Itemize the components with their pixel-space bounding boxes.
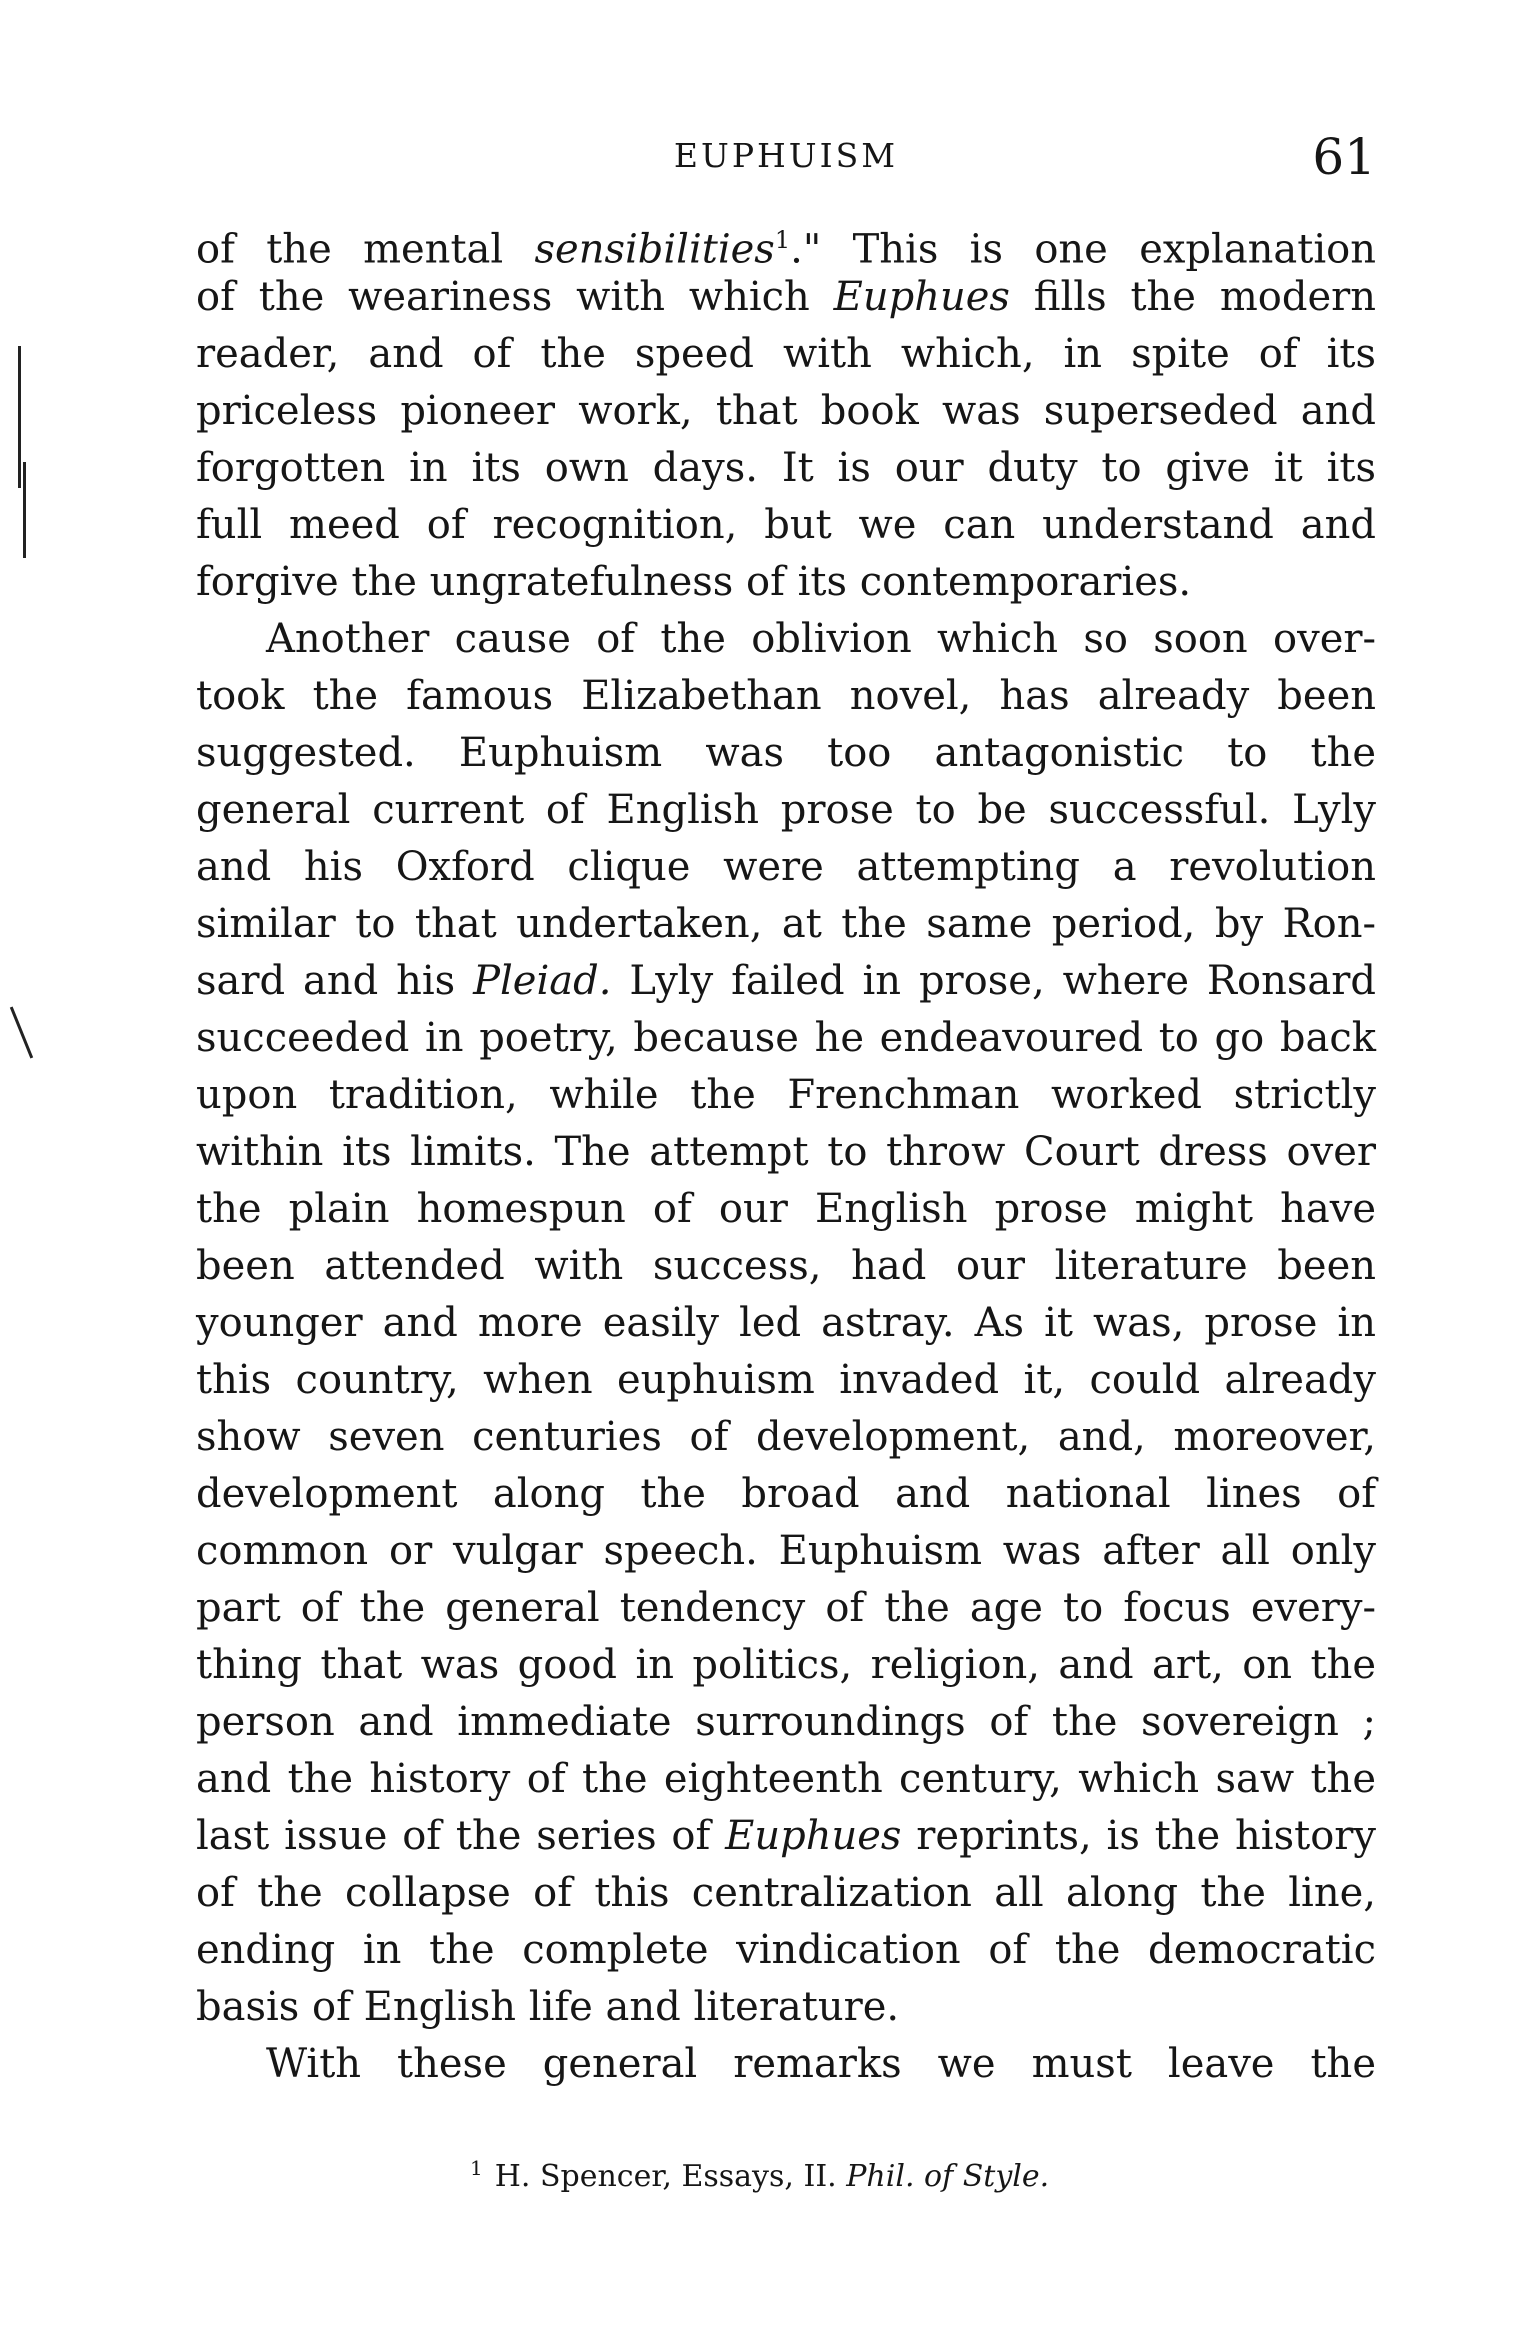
- text-segment: and his Oxford clique were attempting a revolution: [196, 844, 1376, 890]
- text-line: [196, 1580, 1376, 1637]
- text-segment: development along the broad and national lines of: [196, 1471, 1376, 1517]
- text-segment: younger and more easily led astray. As it was, prose in: [196, 1300, 1376, 1346]
- text-segment: forgotten in its own days. It is our duty to give it its: [196, 445, 1376, 491]
- text-line: [196, 1694, 1376, 1751]
- text-segment: common or vulgar speech. Euphuism was after all only: [196, 1528, 1376, 1574]
- body-text: [196, 212, 1376, 2093]
- running-head: EUPHUISM: [673, 136, 899, 175]
- text-line: [196, 896, 1376, 953]
- paragraph: [196, 2036, 1376, 2093]
- page-number: 61: [1312, 128, 1376, 186]
- text-line: [196, 1466, 1376, 1523]
- text-segment: priceless pioneer work, that book was superseded and: [196, 388, 1376, 434]
- text-segment: ending in the complete vindication of the democratic: [196, 1927, 1376, 1973]
- text-segment: took the famous Elizabethan novel, has already been: [196, 673, 1376, 719]
- text-line: [196, 1409, 1376, 1466]
- text-line: [196, 440, 1376, 497]
- page-header: [196, 128, 1376, 188]
- text-segment: of the collapse of this centralization all along the line,: [196, 1870, 1376, 1916]
- text-line: [196, 1181, 1376, 1238]
- footnote-title: Phil. of Style.: [846, 2159, 1050, 2194]
- text-line: [196, 1865, 1376, 1922]
- text-line: [196, 1751, 1376, 1808]
- text-segment: show seven centuries of development, and, moreover,: [196, 1414, 1376, 1460]
- text-line: [196, 668, 1376, 725]
- text-segment: ." This is one explanation: [790, 226, 1376, 273]
- text-segment: within its limits. The attempt to throw Court dress over: [196, 1129, 1376, 1175]
- text-line: [196, 1352, 1376, 1409]
- footnote: [470, 2148, 1270, 2197]
- paragraph: [196, 611, 1376, 2036]
- text-line: [196, 1010, 1376, 1067]
- text-segment: full meed of recognition, but we can understand and: [196, 502, 1376, 548]
- text-line: [196, 326, 1376, 383]
- text-line: [196, 839, 1376, 896]
- footnote-text: H. Spencer, Essays, II.: [494, 2159, 847, 2194]
- text-line: [196, 1979, 1376, 2036]
- footnote-marker: 1: [470, 2156, 483, 2180]
- text-segment: reader, and of the speed with which, in spite of its: [196, 331, 1376, 377]
- text-segment: Another cause of the oblivion which so soon over-: [266, 616, 1376, 662]
- text-segment: fills the modern: [1009, 274, 1376, 320]
- text-segment: succeeded in poetry, because he endeavoured to go back: [196, 1015, 1376, 1061]
- text-segment: Lyly failed in prose, where Ronsard: [611, 958, 1376, 1004]
- text-segment: last issue of the series of: [196, 1813, 726, 1859]
- text-line: [196, 383, 1376, 440]
- text-line: [196, 725, 1376, 782]
- text-line: [196, 1238, 1376, 1295]
- text-segment: and the history of the eighteenth century, which saw the: [196, 1756, 1376, 1802]
- margin-pencil-mark: [23, 462, 26, 558]
- text-line: [196, 1523, 1376, 1580]
- text-segment: general current of English prose to be successful. Lyly: [196, 787, 1376, 833]
- text-segment: thing that was good in politics, religion, and art, on the: [196, 1642, 1376, 1688]
- text-segment: part of the general tendency of the age to focus every-: [196, 1585, 1376, 1631]
- text-line: [196, 1295, 1376, 1352]
- text-segment: suggested. Euphuism was too antagonistic to the: [196, 730, 1376, 776]
- text-segment: sard and his: [196, 958, 474, 1004]
- text-segment: Euphues: [725, 1813, 902, 1859]
- text-line: [196, 782, 1376, 839]
- text-line: [196, 497, 1376, 554]
- text-segment: of the weariness with which: [196, 274, 834, 320]
- text-segment: of the mental: [196, 226, 535, 273]
- text-segment: been attended with success, had our literature been: [196, 1243, 1376, 1289]
- text-line: [196, 1922, 1376, 1979]
- text-segment: forgive the ungratefulness of its contemporaries.: [196, 559, 1192, 605]
- text-segment: sensibilities: [534, 226, 775, 273]
- text-line: [196, 269, 1376, 326]
- text-line: [196, 611, 1376, 668]
- text-line: [196, 1808, 1376, 1865]
- text-segment: Euphues: [833, 274, 1010, 320]
- text-segment: similar to that undertaken, at the same period, by Ron-: [196, 901, 1376, 947]
- text-line: [196, 2036, 1376, 2093]
- margin-pencil-mark: [10, 1006, 33, 1058]
- margin-pencil-mark: [18, 346, 21, 488]
- text-segment: upon tradition, while the Frenchman worked strictly: [196, 1072, 1376, 1118]
- text-segment: basis of English life and literature.: [196, 1984, 900, 2030]
- text-segment: this country, when euphuism invaded it, could already: [196, 1357, 1376, 1403]
- paragraph: [196, 212, 1376, 611]
- text-line: [196, 554, 1376, 611]
- text-line: [196, 1637, 1376, 1694]
- text-segment: Pleiad.: [473, 958, 612, 1004]
- text-segment: With these general remarks we must leave the: [266, 2041, 1376, 2087]
- text-segment: 1: [774, 226, 791, 254]
- text-line: [196, 953, 1376, 1010]
- text-line: [196, 212, 1376, 273]
- text-line: [196, 1124, 1376, 1181]
- text-line: [196, 1067, 1376, 1124]
- text-segment: person and immediate surroundings of the sovereign ;: [196, 1699, 1376, 1745]
- text-segment: reprints, is the history: [901, 1813, 1376, 1859]
- text-segment: the plain homespun of our English prose might have: [196, 1186, 1376, 1232]
